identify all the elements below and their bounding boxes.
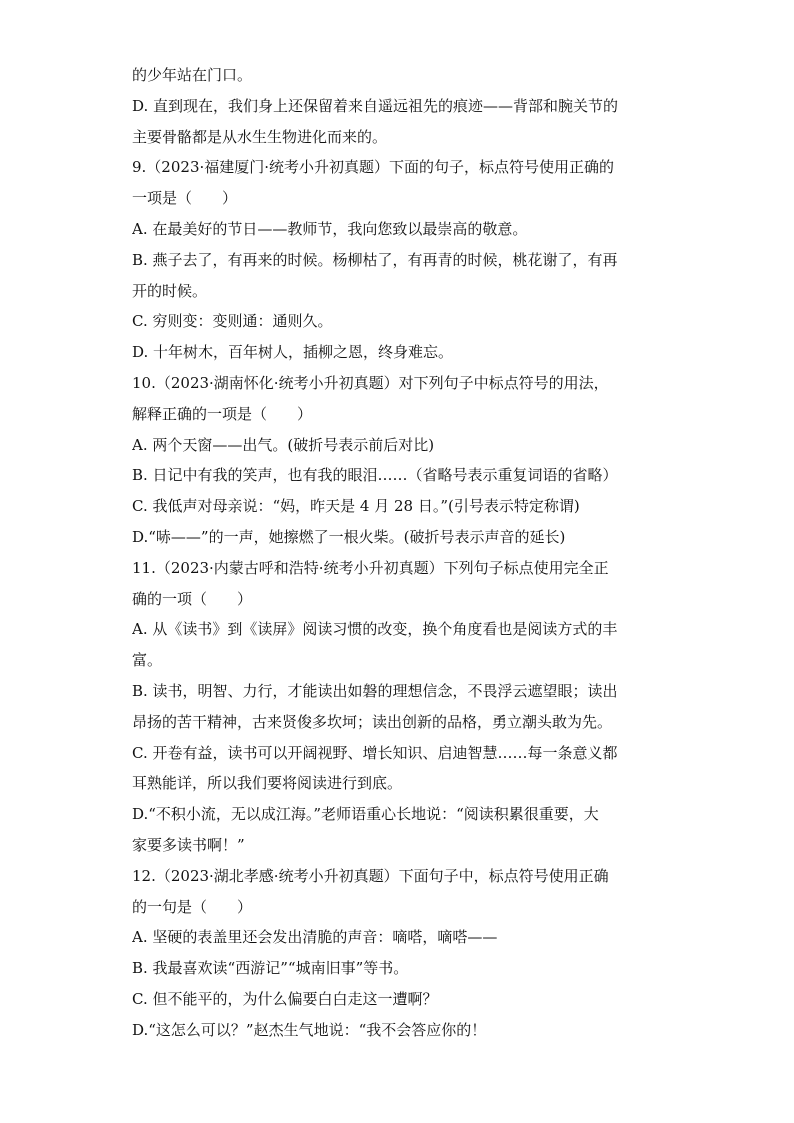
option-line: B. 我最喜欢读“西游记”“城南旧事”等书。 [132,959,409,978]
option-line: C. 穷则变：变则通：通则久。 [132,312,333,331]
option-line: C. 开卷有益，读书可以开阔视野、增长知识、启迪智慧……每一条意义都 [132,743,618,762]
option-line: D.“哧——”的一声，她擦燃了一根火柴。(破折号表示声音的延长) [132,527,566,546]
question-10-stem: 解释正确的一项是（ ） [132,404,313,423]
option-line: 昂扬的苦干精神，古来贤俊多坎坷；读出创新的品格，勇立潮头敢为先。 [132,712,613,731]
question-12-stem: 12.（2023·湖北孝感·统考小升初真题）下面句子中，标点符号使用正确 [132,866,609,885]
option-line: 富。 [132,651,163,670]
option-line: C. 我低声对母亲说：“妈，昨天是 4 月 28 日。”(引号表示特定称谓) [132,497,580,516]
document-body [132,60,672,1046]
option-line: B. 读书，明智、力行，才能读出如磐的理想信念，不畏浮云遮望眼；读出 [132,681,618,700]
question-11-stem: 确的一项（ ） [132,589,253,608]
question-12-stem: 的一句是（ ） [132,897,253,916]
question-9-stem: 9.（2023·福建厦门·统考小升初真题）下面的句子，标点符号使用正确的 [132,158,615,177]
option-line: A. 在最美好的节日——教师节，我向您致以最崇高的敬意。 [132,219,528,238]
option-line: A. 两个天窗——出气。(破折号表示前后对比) [132,435,435,454]
question-11-stem: 11.（2023·内蒙古呼和浩特·统考小升初真题）下列句子标点使用完全正 [132,558,609,577]
option-line: D. 十年树木，百年树人，插柳之恩，终身难忘。 [132,343,454,362]
text-line: 主要骨骼都是从水生生物进化而来的。 [132,127,388,146]
text-line: 的少年站在门口。 [132,66,253,84]
option-line: D.“不积小流，无以成江海。”老师语重心长地说：“阅读积累很重要，大 [132,805,599,824]
option-line: D.“这怎么可以？”赵杰生气地说：“我不会答应你的！ [132,1020,487,1039]
option-line: 耳熟能详，所以我们要将阅读进行到底。 [132,774,403,793]
option-line: B. 燕子去了，有再来的时候。杨柳枯了，有再青的时候，桃花谢了，有再 [132,250,618,269]
question-9-stem: 一项是（ ） [132,189,238,208]
text-line: D. 直到现在，我们身上还保留着来自遥远祖先的痕迹——背部和腕关节的 [132,96,619,115]
option-line: 家要多读书啊！” [132,835,245,854]
option-line: A. 从《读书》到《读屏》阅读习惯的改变，换个角度看也是阅读方式的丰 [132,620,618,639]
option-line: C. 但不能平的，为什么偏要白白走这一遭啊？ [132,989,438,1008]
option-line: B. 日记中有我的笑声，也有我的眼泪……（省略号表示重复词语的省略） [132,466,618,485]
question-10-stem: 10.（2023·湖南怀化·统考小升初真题）对下列句子中标点符号的用法， [132,373,609,392]
option-line: 开的时候。 [132,281,208,300]
option-line: A. 坚硬的表盖里还会发出清脆的声音：嘀嗒，嘀嗒—— [132,928,498,947]
